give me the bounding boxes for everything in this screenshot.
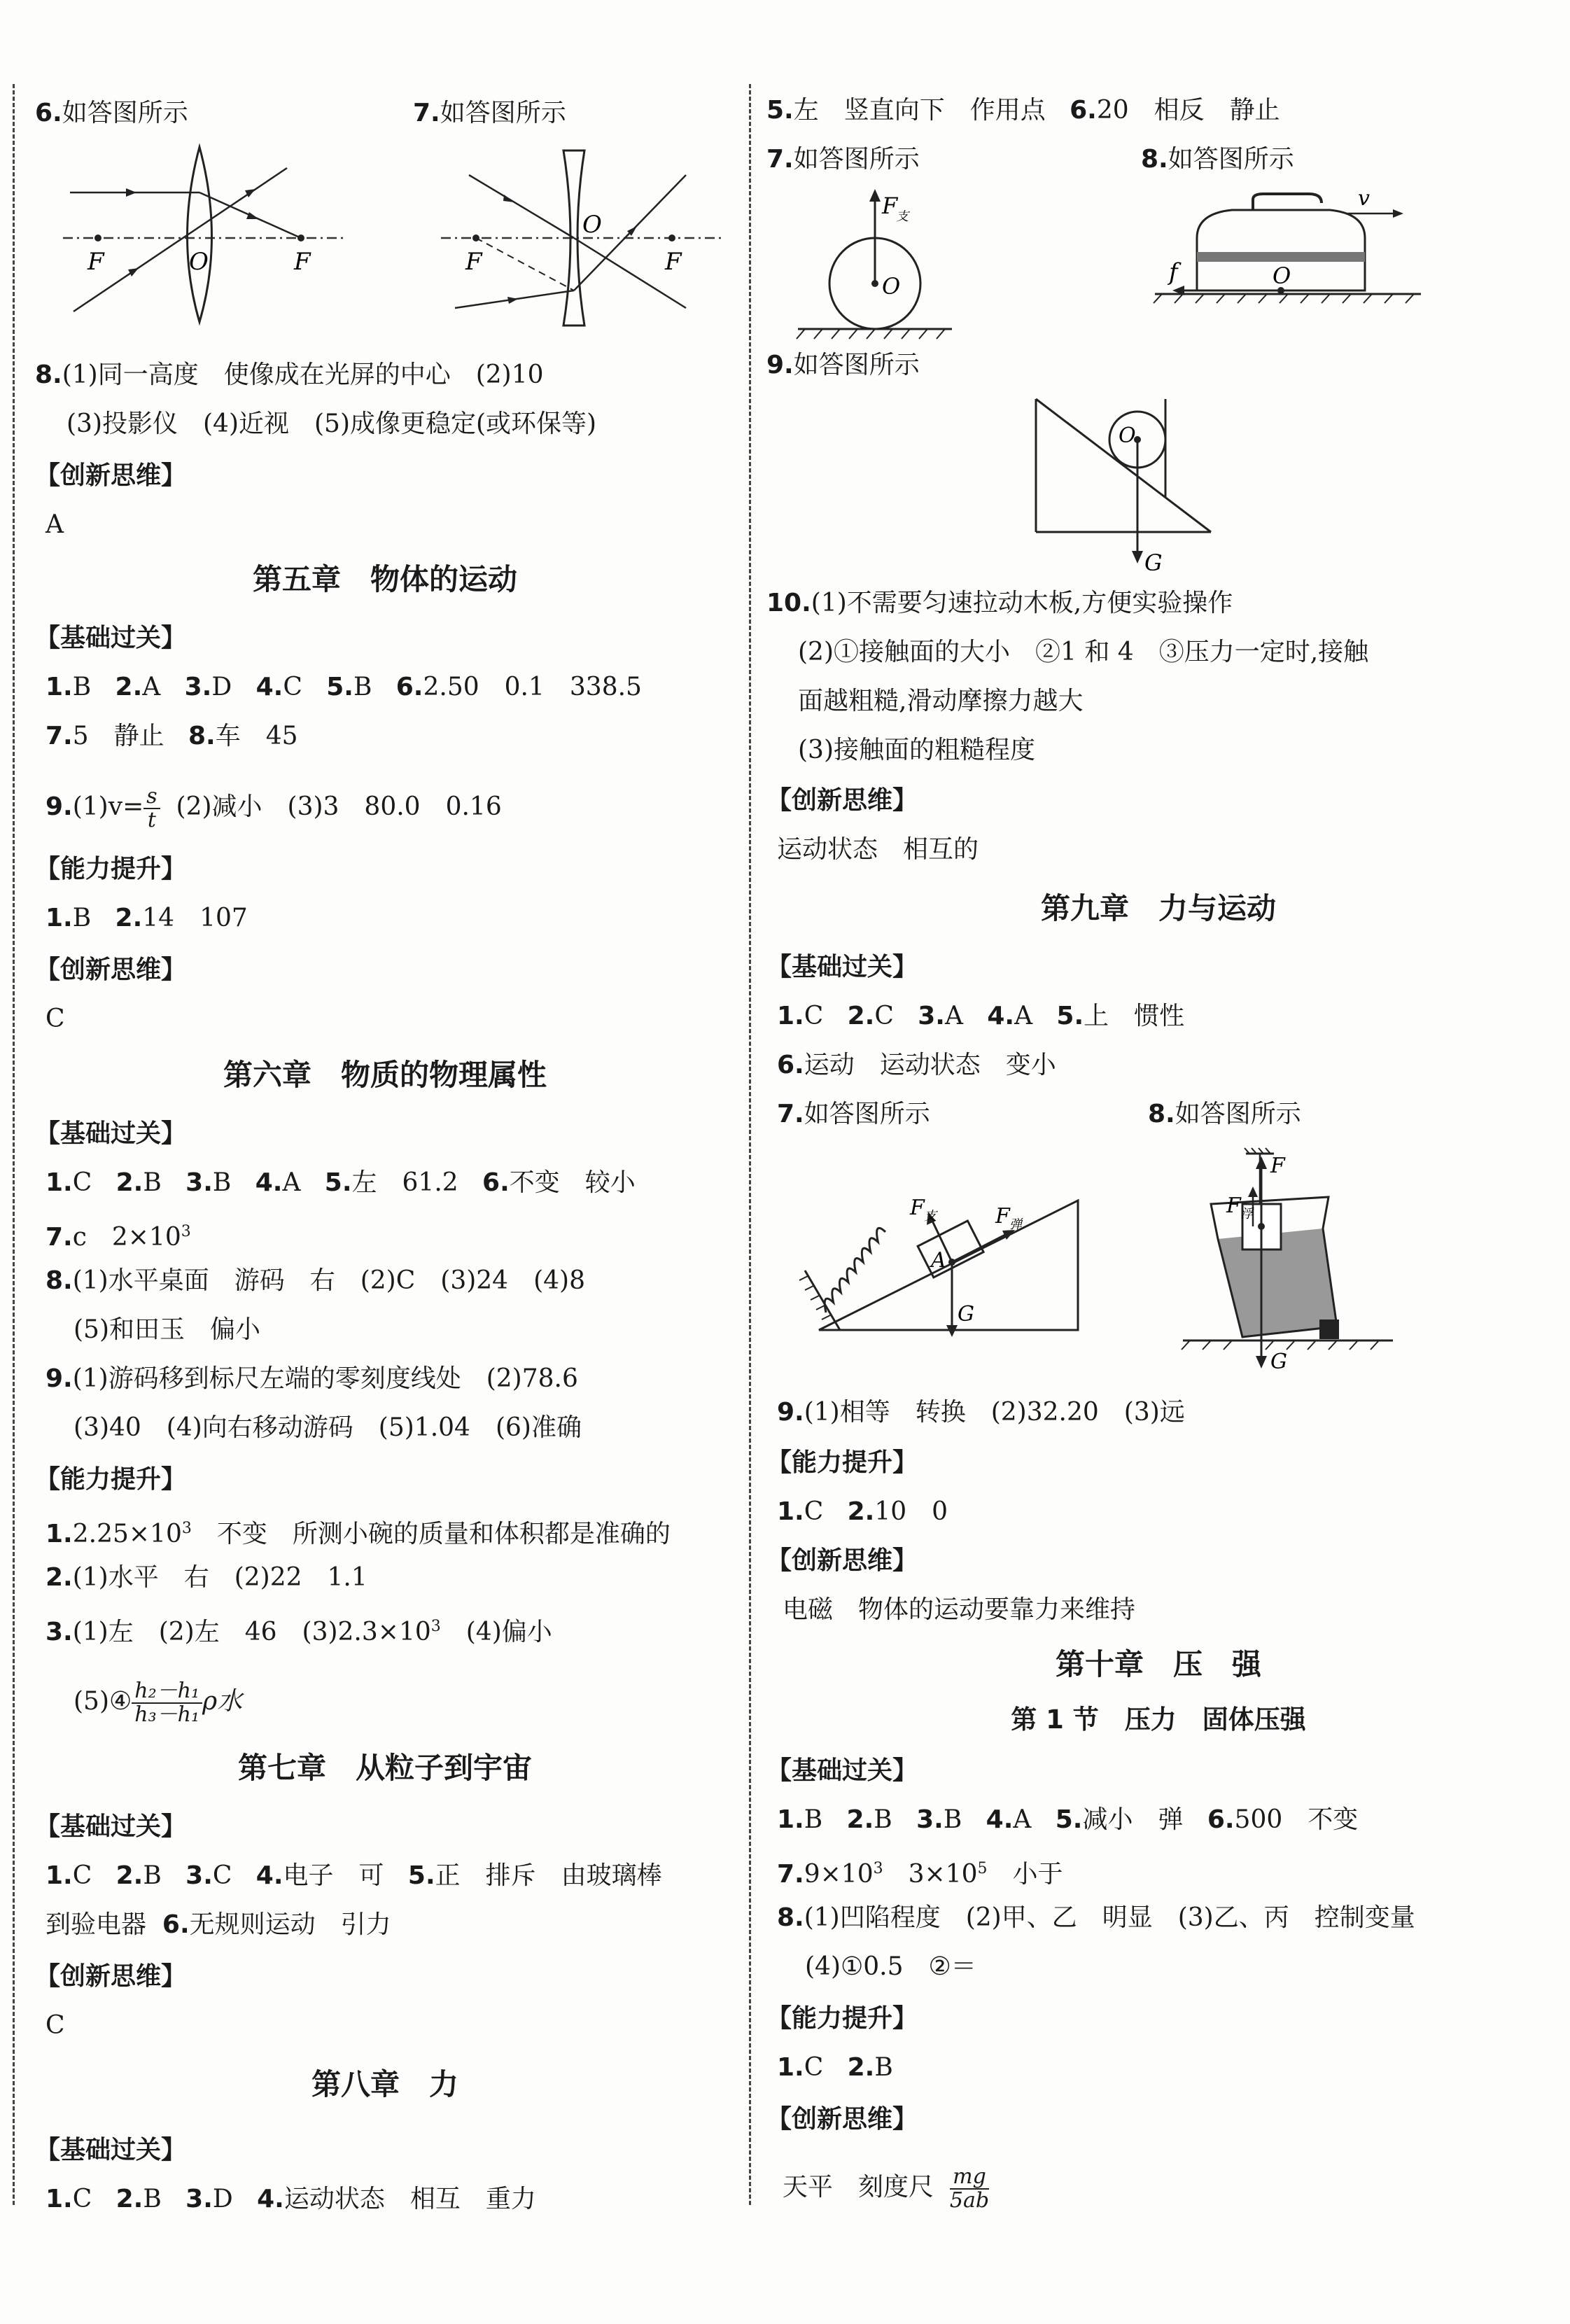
o-label: O	[582, 211, 602, 239]
answer-line: 9.(1)游码移到标尺左端的零刻度线处 (2)78.6	[45, 1364, 578, 1393]
answer-line: (5)和田玉 偏小	[73, 1315, 260, 1344]
answer: A	[45, 510, 64, 539]
answer-line: 6.运动 运动状态 变小	[777, 1051, 1056, 1079]
section-tag: 【创新思维】	[766, 786, 918, 815]
incline-spring-diagram	[798, 1166, 1092, 1348]
section-title: 第 1 节 压力 固体压强	[1011, 1704, 1306, 1735]
q10-answer: 10.(1)不需要匀速拉动木板,方便实验操作	[766, 589, 1233, 617]
answer-line: 9.(1)相等 转换 (2)32.20 (3)远	[777, 1398, 1185, 1427]
section-tag: 【创新思维】	[35, 955, 187, 984]
section-tag: 【能力提升】	[35, 1465, 187, 1494]
convex-lens-diagram	[56, 140, 350, 329]
q8-label: 8.如答图所示	[1148, 1100, 1301, 1128]
answer-line: $1.2.25\times 10^3$ 不变 所测小碗的质量和体积都是准确的	[45, 1520, 671, 1548]
gravity-label: G	[1270, 1350, 1287, 1374]
chapter-title: 第六章 物质的物理属性	[223, 1058, 547, 1092]
answer-line: 1.C 2.B 3.D 4.运动状态 相互 重力	[45, 2185, 536, 2213]
answer-line: (3)40 (4)向右移动游码 (5)1.04 (6)准确	[73, 1413, 582, 1442]
q10-answer: (2)①接触面的大小 ②1 和 4 ③压力一定时,接触	[798, 638, 1369, 666]
section-tag: 【基础过关】	[766, 953, 918, 981]
answer-line: 1.B 2.14 107	[45, 904, 248, 932]
o-label: O	[882, 273, 901, 300]
a-label: A	[931, 1248, 946, 1273]
answer-line: 8.(1)凹陷程度 (2)甲、乙 明显 (3)乙、丙 控制变量	[777, 1903, 1415, 1932]
answer-line: 1.B 2.A 3.D 4.C 5.B 6.2.50 0.1 338.5	[45, 673, 642, 701]
q8-answer-cont: (3)投影仪 (4)近视 (5)成像更稳定(或环保等)	[66, 410, 597, 438]
chapter-title: 第七章 从粒子到宇宙	[237, 1751, 532, 1785]
answer-line: 8.(1)水平桌面 游码 右 (2)C (3)24 (4)8	[45, 1266, 585, 1295]
answer-line: 1.C 2.B 3.B 4.A 5.左 61.2 6.不变 较小	[45, 1168, 636, 1197]
gravity-label: G	[958, 1302, 974, 1326]
q10-answer: (3)接触面的粗糙程度	[798, 736, 1035, 764]
f-label: F	[87, 248, 104, 276]
friction-label: f	[1169, 258, 1178, 286]
answer-line: 7.c $2\times 10^3$	[45, 1223, 191, 1252]
q10-answer: 面越粗糙,滑动摩擦力越大	[798, 687, 1084, 715]
answer-line: 3.(1)左 (2)左 46 $(3)2.3\times 10^3$ (4)偏小	[45, 1618, 552, 1646]
answer: C	[45, 1004, 65, 1033]
chapter-title: 第五章 物体的运动	[252, 562, 517, 596]
q7-label: 7.如答图所示	[766, 145, 920, 174]
answer: C	[45, 2011, 65, 2040]
fraction: $\frac{\text{h₂－h₁}}{\text{h₃－h₁}}$	[132, 1680, 202, 1726]
section-tag: 【能力提升】	[766, 2004, 918, 2033]
q9-label: 9.如答图所示	[766, 351, 920, 379]
o-label: O	[1119, 424, 1136, 448]
answer-line: (5)④ $\frac{\text{h₂－h₁}}{\text{h₃－h₁}}$ ρ水	[73, 1679, 243, 1727]
f-support-label: F	[910, 1196, 925, 1220]
buoyancy-diagram	[1169, 1148, 1407, 1372]
f-label: F	[294, 248, 311, 276]
fraction: $\frac{mg}{5ab}$	[949, 2164, 990, 2213]
o-label: O	[189, 248, 209, 276]
q8-answer: 8.(1)同一高度 使像成在光屏的中心 (2)10	[35, 360, 544, 389]
answer: 电磁 物体的运动要靠力来维持	[783, 1595, 1136, 1624]
answer-line: 2.(1)水平 右 (2)22 1.1	[45, 1563, 367, 1592]
section-tag: 【创新思维】	[35, 1962, 187, 1991]
section-tag: 【能力提升】	[35, 855, 187, 883]
f-buoyancy-label: F	[1226, 1194, 1241, 1218]
wedge-ball-diagram	[1029, 392, 1225, 574]
f-label: F	[465, 248, 482, 276]
concave-lens-diagram	[434, 147, 728, 329]
q7-label: 7.如答图所示	[777, 1100, 930, 1128]
section-tag: 【创新思维】	[35, 461, 187, 490]
section-tag: 【基础过关】	[35, 1812, 187, 1841]
section-tag: 【基础过关】	[35, 624, 187, 652]
curling-stone-diagram	[1148, 186, 1428, 318]
ball-support-diagram	[791, 189, 959, 343]
section-tag: 【基础过关】	[35, 1119, 187, 1148]
answer: 运动状态 相互的	[777, 835, 979, 864]
answer: 天平 刻度尺 $\frac{mg}{5ab}$	[783, 2164, 990, 2213]
answer-line: 1.C 2.B	[777, 2053, 893, 2082]
answer-line: 1.C 2.B 3.C 4.电子 可 5.正 排斥 由玻璃棒	[45, 1861, 662, 1890]
answer-line: (4)①0.5 ②＝	[805, 1952, 976, 1981]
f-label: F	[665, 248, 682, 276]
section-tag: 【基础过关】	[766, 1756, 918, 1785]
section-tag: 【基础过关】	[35, 2136, 187, 2164]
subscript: 浮	[1240, 1207, 1253, 1222]
section-tag: 【创新思维】	[766, 2105, 918, 2134]
f-label: F	[1270, 1154, 1285, 1178]
column-divider	[749, 84, 751, 2205]
answer-line: 7.5 静止 8.车 45	[45, 722, 298, 750]
answer-line: 1.C 2.10 0	[777, 1497, 948, 1526]
chapter-title: 第十章 压 强	[1055, 1647, 1261, 1681]
chapter-title: 第九章 力与运动	[1040, 891, 1276, 925]
section-tag: 【能力提升】	[766, 1448, 918, 1477]
answer-line: 到验电器 6.无规则运动 引力	[45, 1910, 391, 1939]
answer-line: 1.C 2.C 3.A 4.A 5.上 惯性	[777, 1002, 1185, 1030]
left-margin-line	[13, 84, 15, 2205]
subscript: 弹	[1009, 1217, 1022, 1232]
answer-line: 5.左 竖直向下 作用点 6.20 相反 静止	[766, 96, 1280, 125]
q8-label: 8.如答图所示	[1141, 145, 1294, 174]
subscript: 支	[896, 209, 909, 224]
chapter-title: 第八章 力	[311, 2067, 458, 2101]
answer-line: $7.9\times 10^3$ $3\times 10^5$ 小于	[777, 1860, 1063, 1889]
answer-line: 9.(1)v= $\frac{s}{t}$ (2)减小 (3)3 80.0 0.16	[45, 784, 502, 832]
f-spring-label: F	[995, 1204, 1010, 1228]
subscript: 支	[924, 1209, 937, 1224]
fraction: $\frac{s}{t}$	[143, 785, 160, 832]
q7-label: 7.如答图所示	[413, 99, 566, 127]
velocity-label: v	[1358, 186, 1370, 211]
f-support-label: F	[882, 192, 898, 219]
o-label: O	[1273, 262, 1291, 289]
answer-line: 1.B 2.B 3.B 4.A 5.减小 弹 6.500 不变	[777, 1805, 1359, 1834]
section-tag: 【创新思维】	[766, 1546, 918, 1575]
gravity-label: G	[1144, 550, 1163, 576]
q6-label: 6.如答图所示	[35, 99, 188, 127]
